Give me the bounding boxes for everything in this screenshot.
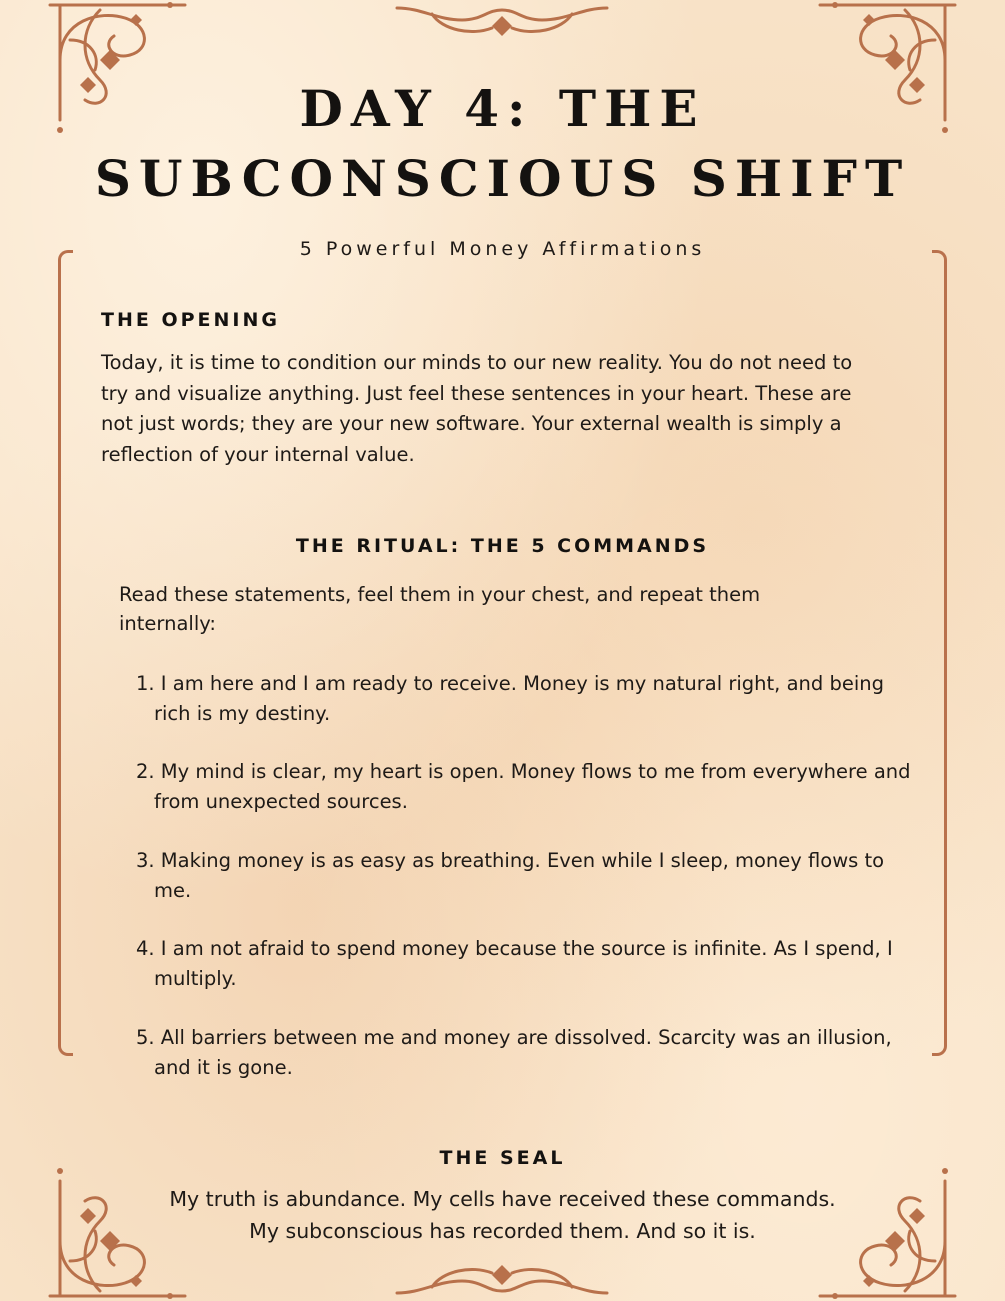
right-bracket-divider — [932, 250, 947, 1056]
command-item-5: 5. All barriers between me and money are dissolved. Scarcity was an illusion, and it is gone. — [136, 1026, 892, 1079]
opening-paragraph: Today, it is time to condition our minds to our new reality. You do not need to try and visualize anything. Just feel these sentences in your heart. These are not just words; they are your new software. Your external wealth is simply a reflection of your internal value. — [101, 351, 853, 466]
ritual-heading: THE RITUAL: THE 5 COMMANDS — [295, 535, 710, 557]
top-center-flourish-icon — [392, 0, 612, 44]
seal-heading: THE SEAL — [439, 1147, 566, 1169]
seal-line-2: My subconscious has recorded them. And so it is. — [249, 1219, 756, 1243]
page-title — [0, 74, 1005, 214]
bottom-center-flourish-icon — [392, 1257, 612, 1301]
command-item-3: 3. Making money is as easy as breathing. Even while I sleep, money flows to me. — [136, 849, 885, 902]
command-item-2: 2. My mind is clear, my heart is open. Money flows to me from everywhere and from unexpected sources. — [136, 760, 911, 813]
opening-heading: THE OPENING — [101, 309, 280, 331]
command-item-4: 4. I am not afraid to spend money because the source is infinite. As I spend, I multiply. — [136, 937, 893, 990]
ritual-intro: Read these statements, feel them in your chest, and repeat them internally: — [119, 583, 761, 635]
seal-line-1: My truth is abundance. My cells have received these commands. — [169, 1187, 836, 1211]
page-subtitle: 5 Powerful Money Affirmations — [299, 238, 706, 260]
left-bracket-divider — [58, 250, 73, 1056]
title-line-2: SUBCONSCIOUS SHIFT — [94, 149, 911, 208]
command-item-1: 1. I am here and I am ready to receive. Money is my natural right, and being rich is my destiny. — [136, 672, 884, 725]
title-line-1: DAY 4: THE — [299, 79, 706, 138]
